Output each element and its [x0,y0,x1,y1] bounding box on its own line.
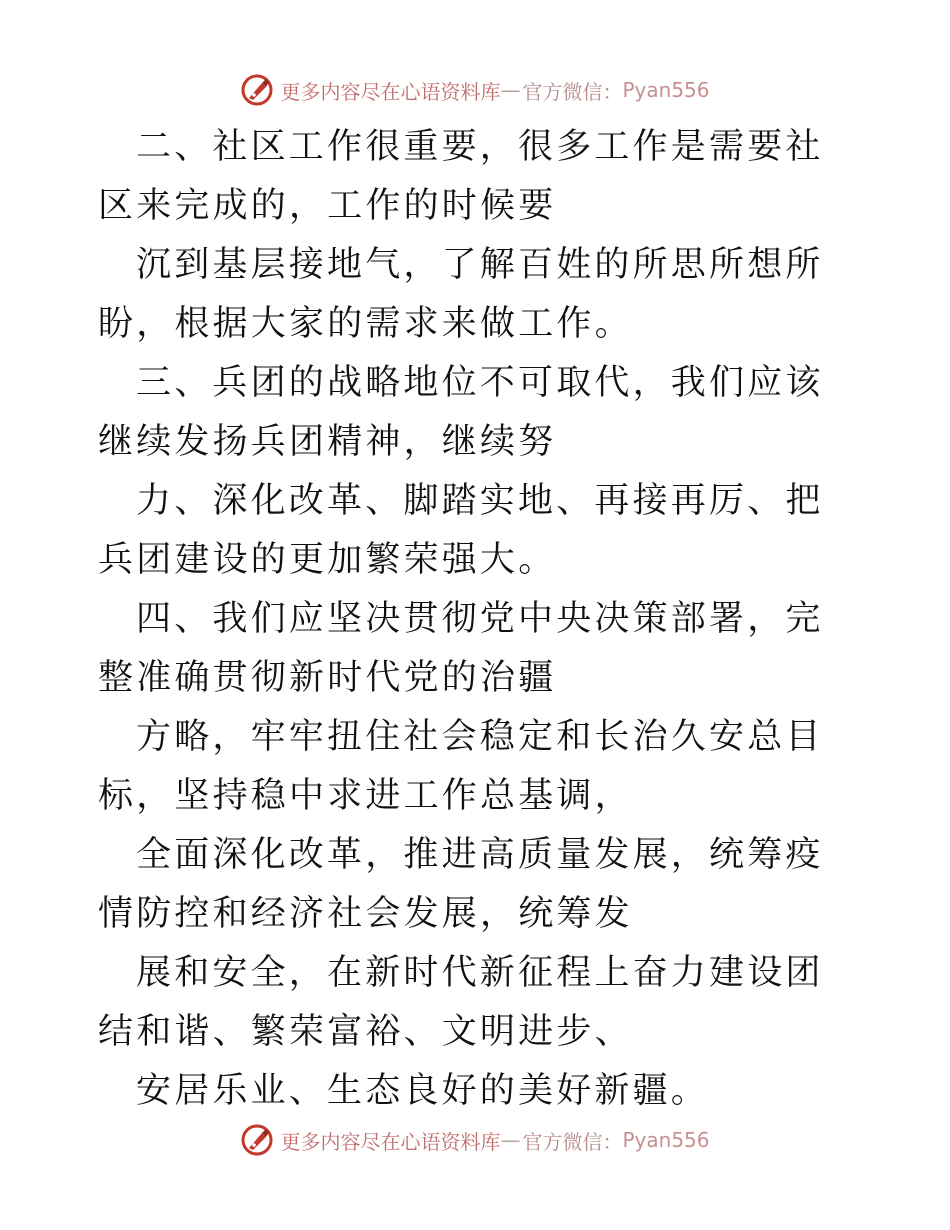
footer-site-name: 更多内容尽在心语资料库 [280,1129,501,1154]
paragraph-4: 力、深化改革、脚踏实地、再接再厉、把兵团建设的更加繁荣强大。 [98,481,824,580]
pen-nib-logo-icon [240,73,274,107]
paragraph-1: 二、社区工作很重要，很多工作是需要社区来完成的，工作的时候要 [98,127,824,226]
header-banner [0,70,950,110]
footer-separator: — [500,1128,521,1152]
header-site-name: 更多内容尽在心语资料库 [280,79,501,104]
footer-banner [0,1120,950,1160]
paragraph-2: 沉到基层接地气，了解百姓的所思所想所盼，根据大家的需求来做工作。 [98,245,824,344]
paragraph-6: 方略，牢牢扭住社会稳定和长治久安总目标，坚持稳中求进工作总基调， [98,717,824,816]
paragraph-8: 展和安全，在新时代新征程上奋力建设团结和谐、繁荣富裕、文明进步、 [98,953,824,1052]
header-official-label: 官方微信： [522,79,623,104]
paragraph-7: 全面深化改革，推进高质量发展，统筹疫情防控和经济社会发展，统筹发 [98,835,824,934]
paragraph-3: 三、兵团的战略地位不可取代，我们应该继续发扬兵团精神，继续努 [98,363,824,462]
pen-nib-logo-icon [240,1123,274,1157]
paragraph-5: 四、我们应坚决贯彻党中央决策部署，完整准确贯彻新时代党的治疆 [98,599,824,698]
header-separator: — [500,78,521,102]
paragraph-9: 安居乐业、生态良好的美好新疆。 [136,1071,710,1111]
footer-official-label: 官方微信： [522,1129,623,1154]
header-wechat-id: Pyan556 [622,78,710,102]
footer-wechat-id: Pyan556 [622,1128,710,1152]
document-body [98,118,858,1121]
